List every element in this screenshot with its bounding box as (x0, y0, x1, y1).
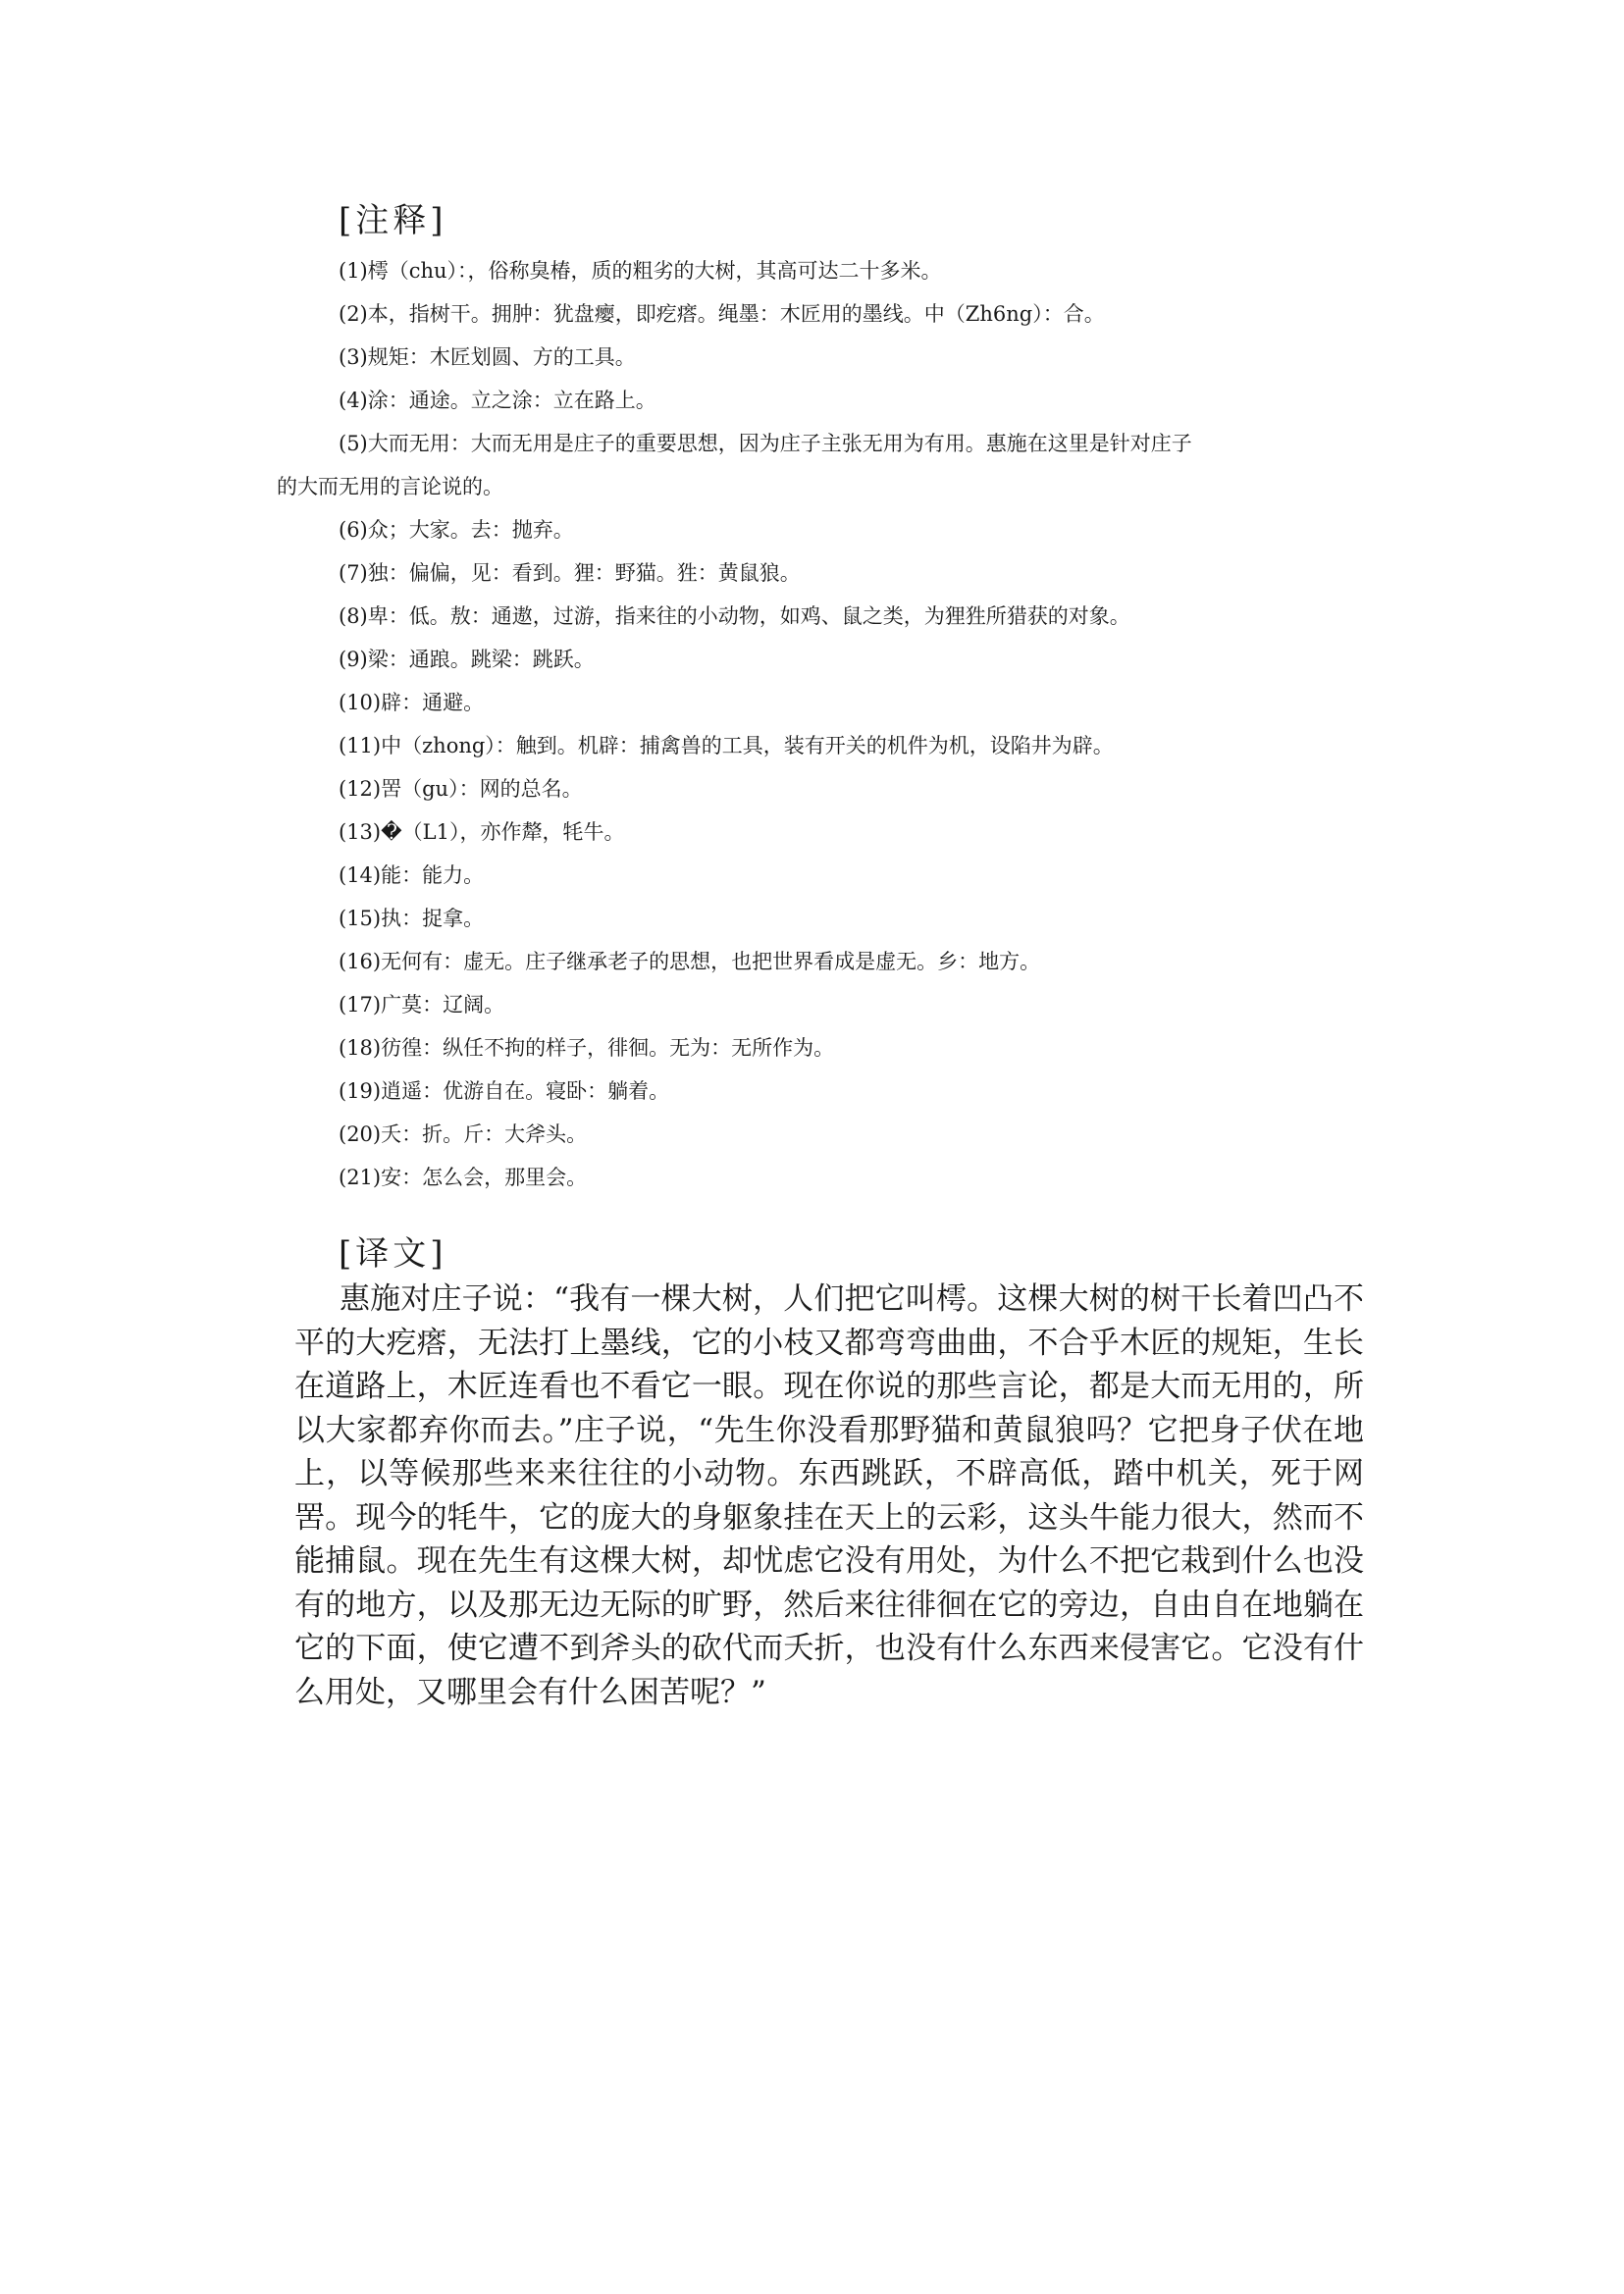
note-item: (14)能：能力。 (339, 863, 485, 887)
note-item: (21)安：怎么会，那里会。 (339, 1166, 588, 1189)
note-item: (17)广莫：辽阔。 (339, 993, 505, 1017)
note-item: (7)独：偏偏，见：看到。狸：野猫。狌：黄鼠狼。 (339, 561, 801, 585)
note-item: (19)逍遥：优游自在。寝卧：躺着。 (339, 1079, 670, 1103)
note-item: (18)彷徨：纵任不拘的样子，徘徊。无为：无所作为。 (339, 1036, 835, 1060)
note-item: (13)�（L1），亦作犛，牦牛。 (339, 820, 625, 844)
note-item: (5)大而无用：大而无用是庄子的重要思想，因为庄子主张无用为有用。惠施在这里是针对庄子 (339, 432, 1192, 455)
translation-heading: [译文] (339, 1234, 447, 1274)
note-item: (10)辟：通避。 (339, 691, 485, 714)
note-item-continuation: 的大而无用的言论说的。 (277, 475, 503, 498)
note-item: (9)梁：通踉。跳梁：跳跃。 (339, 648, 595, 671)
note-item: (3)规矩：木匠划圆、方的工具。 (339, 345, 636, 369)
note-item: (4)涂：通途。立之涂：立在路上。 (339, 389, 656, 412)
notes-list (277, 249, 1359, 1199)
translation-paragraph: 惠施对庄子说：“我有一棵大树，人们把它叫樗。这棵大树的树干长着凹凸不平的大疙瘩，无法打上墨线，它的小枝又都弯弯曲曲，不合乎木匠的规矩，生长在道路上，木匠连看也不看它一眼。现在你说的那些言论，都是大而无用的，所以大家都弃你而去。”庄子说，“先生你没看那野猫和黄鼠狼吗？它把身子伏在地上，以等候那些来来往往的小动物。东西跳跃，不辟高低，踏中机关，死于网罟。现今的牦牛，它的庞大的身躯象挂在天上的云彩，这头牛能力很大，然而不能捕鼠。现在先生有这棵大树，却忧虑它没有用处，为什么不把它栽到什么也没有的地方，以及那无边无际的旷野，然后来往徘徊在它的旁边，自由自在地躺在它的下面，使它遭不到斧头的砍代而夭折，也没有什么东西来侵害它。它没有什么用处，又哪里会有什么困苦呢？” (294, 1281, 1364, 1710)
note-item: (11)中（zhong）：触到。机辟：捕禽兽的工具，装有开关的机件为机，设陷井为辟。 (339, 734, 1114, 757)
note-item: (6)众；大家。去：抛弃。 (339, 518, 574, 542)
note-item: (15)执：捉拿。 (339, 907, 485, 930)
note-item: (1)樗（chu）：，俗称臭椿，质的粗劣的大树，其高可达二十多米。 (339, 259, 942, 283)
note-item: (8)卑：低。敖：通遨，过游，指来往的小动物，如鸡、鼠之类，为狸狌所猎获的对象。 (339, 604, 1130, 628)
note-item: (12)罟（gu）：网的总名。 (339, 777, 583, 801)
note-item: (20)夭：折。斤：大斧头。 (339, 1122, 588, 1146)
notes-heading: [注释] (339, 201, 447, 240)
note-item: (16)无何有：虚无。庄子继承老子的思想，也把世界看成是虚无。乡：地方。 (339, 950, 1041, 973)
note-item: (2)本，指树干。拥肿：犹盘瘿，即疙瘩。绳墨：木匠用的墨线。中（Zh6ng）：合。 (339, 302, 1105, 326)
